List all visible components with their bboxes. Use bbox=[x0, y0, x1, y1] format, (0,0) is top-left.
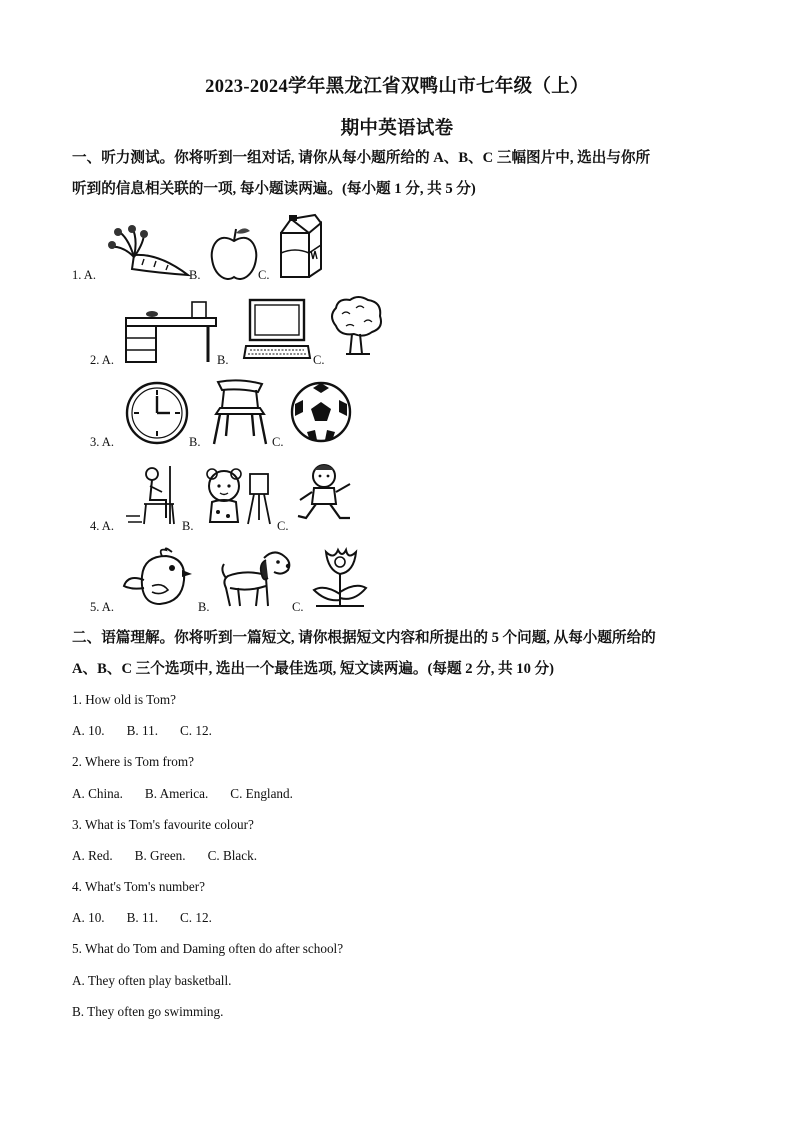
listening-item-3 bbox=[0, 376, 794, 456]
question-5-option-a: A. They often play basketball. bbox=[72, 973, 232, 988]
option-b-label: B. bbox=[189, 268, 201, 282]
apple-icon bbox=[208, 225, 260, 283]
option-a: A. 10. bbox=[72, 723, 105, 738]
question-1: 1. How old is Tom? bbox=[72, 692, 176, 707]
running-boy-icon bbox=[296, 462, 356, 528]
option-b-label: B. bbox=[217, 353, 229, 367]
clock-icon bbox=[124, 380, 190, 446]
option-b: B. 11. bbox=[126, 910, 158, 925]
question-1-options bbox=[72, 723, 234, 739]
carrot-icon bbox=[104, 225, 192, 280]
item-number: 5. A. bbox=[90, 600, 114, 614]
option-a: A. 10. bbox=[72, 910, 105, 925]
option-c-label: C. bbox=[272, 435, 284, 449]
section2-heading: 二、语篇理解。你将听到一篇短文, 请你根据短文内容和所提出的 5 个问题, 从每小题所给的 A、B、C 三个选项中, 选出一个最佳选项, 短文读两遍。(每题 2 分, 共 10 分) bbox=[72, 630, 656, 677]
option-c: C. 12. bbox=[180, 723, 212, 738]
milk-carton-icon bbox=[275, 213, 327, 281]
painting-child-icon bbox=[202, 464, 276, 528]
option-c: C. Black. bbox=[207, 848, 258, 863]
option-c-label: C. bbox=[313, 353, 325, 367]
sitting-person-icon bbox=[122, 464, 184, 528]
dog-icon bbox=[218, 548, 294, 610]
desk-icon bbox=[124, 300, 218, 364]
question-5: 5. What do Tom and Daming often do after school? bbox=[72, 941, 344, 956]
listening-item-5 bbox=[0, 542, 794, 622]
computer-icon bbox=[242, 298, 312, 360]
option-b: B. 11. bbox=[126, 723, 158, 738]
question-4-options bbox=[72, 910, 234, 926]
question-2: 2. Where is Tom from? bbox=[72, 754, 195, 769]
option-c-label: C. bbox=[277, 519, 289, 533]
option-b: B. Green. bbox=[134, 848, 186, 863]
item-number: 1. A. bbox=[72, 268, 96, 282]
question-4: 4. What's Tom's number? bbox=[72, 879, 206, 894]
page-subtitle: 期中英语试卷 bbox=[340, 119, 454, 139]
chair-icon bbox=[210, 378, 270, 446]
option-c: C. England. bbox=[230, 786, 293, 801]
item-number: 3. A. bbox=[90, 435, 114, 449]
option-b: B. America. bbox=[144, 786, 209, 801]
page-title: 2023-2024学年黑龙江省双鸭山市七年级（上） bbox=[205, 77, 589, 97]
listening-item-4 bbox=[0, 460, 794, 540]
listening-item-1 bbox=[0, 205, 794, 285]
item-number: 4. A. bbox=[90, 519, 114, 533]
listening-item-2 bbox=[0, 292, 794, 372]
option-b-label: B. bbox=[198, 600, 210, 614]
section1-heading: 一、听力测试。你将听到一组对话, 请你从每小题所给的 A、B、C 三幅图片中, 选出与你所 听到的信息相关联的一项, 每小题读两遍。(每小题 1 分, 共 5 分) bbox=[72, 150, 651, 197]
football-icon bbox=[289, 380, 353, 444]
tree-icon bbox=[326, 294, 386, 358]
option-b-label: B. bbox=[182, 519, 194, 533]
option-c-label: C. bbox=[258, 268, 270, 282]
flower-icon bbox=[310, 546, 370, 610]
question-3-options bbox=[72, 848, 279, 864]
option-a: A. Red. bbox=[72, 848, 113, 863]
item-number: 2. A. bbox=[90, 353, 114, 367]
question-5-option-b: B. They often go swimming. bbox=[72, 1004, 224, 1019]
option-b-label: B. bbox=[189, 435, 201, 449]
question-2-options bbox=[72, 786, 315, 802]
bird-icon bbox=[122, 546, 194, 608]
option-a: A. China. bbox=[72, 786, 123, 801]
option-c: C. 12. bbox=[180, 910, 212, 925]
option-c-label: C. bbox=[292, 600, 304, 614]
question-3: 3. What is Tom's favourite colour? bbox=[72, 817, 254, 832]
